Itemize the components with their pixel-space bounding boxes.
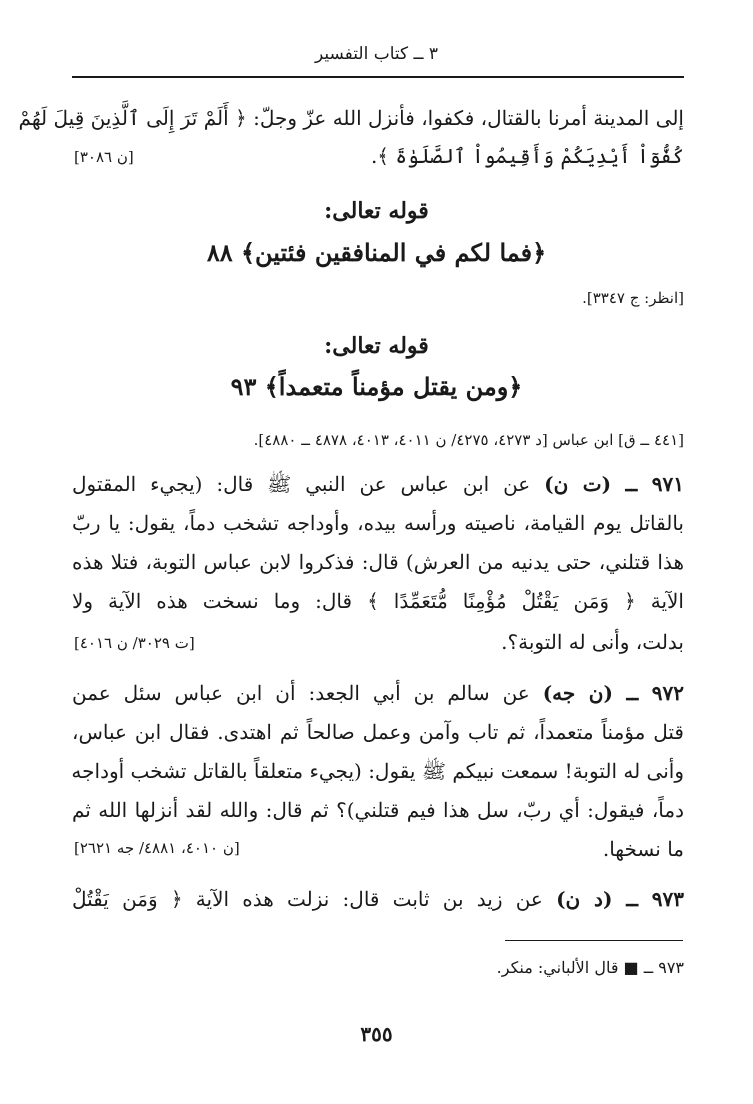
hadith-971-number: ٩٧١ ــ (ت ن) <box>544 472 684 496</box>
hadith-972-number: ٩٧٢ ــ (ن جه) <box>542 681 685 705</box>
hadith-972-line-3: وأنى له التوبة! سمعت نبيكم ﷺ يقول: (يجيء متعلقاً بالقاتل تشخب أوداجه <box>71 759 684 783</box>
section-1-reference: [انظر: ج ٣٣٤٧]. <box>582 289 684 307</box>
hadith-971-line-5: بدلت، وأنى له التوبة؟. <box>501 630 684 654</box>
hadith-972-reference: [ن ٤٠١٠، ٤٨٨١/ جه ٢٦٢١] <box>74 839 240 857</box>
footnote-rule <box>505 940 683 941</box>
section-2-label: قوله تعالى: <box>324 333 429 359</box>
header-rule <box>72 76 684 78</box>
hadith-971-line-2: بالقاتل يوم القيامة، ناصيته ورأسه بيده، وأوداجه تشخب دماً، يقول: يا ربّ <box>72 511 684 535</box>
section-1-label: قوله تعالى: <box>324 198 429 224</box>
hadith-971-reference: [ت ٣٠٢٩/ ن ٤٠١٦] <box>74 634 195 652</box>
section-2-verse: ﴿ومن يقتل مؤمناً متعمداً﴾ ٩٣ <box>230 372 523 401</box>
hadith-973-number: ٩٧٣ ــ (د ن) <box>556 887 684 911</box>
hadith-973-text-1: عن زيد بن ثابت قال: نزلت هذه الآية ﴿ وَمَن يَقْتُلْ <box>72 887 543 911</box>
hadith-972-line-5: ما نسخها. <box>602 837 684 861</box>
intro-reference: [ن ٣٠٨٦] <box>74 148 134 166</box>
section-2-reference: [٤٤١ ــ ق] ابن عباس [د ٤٢٧٣، ٤٢٧٥/ ن ٤٠١١، ٤٠١٣، ٤٨٧٨ ــ ٤٨٨٠]. <box>253 431 684 449</box>
running-header: ٣ ــ كتاب التفسير <box>314 44 439 64</box>
hadith-972-line-4: دماً، فيقول: أي ربّ، سل هذا فيم قتلني)؟ ثم قال: والله لقد أنزلها الله ثم <box>72 798 684 822</box>
footnote-text: ٩٧٣ ــ ■ قال الألباني: منكر. <box>496 958 684 977</box>
hadith-971-text-1: عن ابن عباس عن النبي ﷺ قال: (يجيء المقتول <box>72 472 531 496</box>
hadith-972-line-1 <box>72 678 684 708</box>
section-1-verse: ﴿فما لكم في المنافقين فئتين﴾ ٨٨ <box>206 238 547 267</box>
hadith-972-text-1: عن سالم بن أبي الجعد: أن ابن عباس سئل عمن <box>72 681 530 705</box>
hadith-971-line-1 <box>72 469 684 499</box>
hadith-971-line-3: هذا قتلني، حتى يدنيه من العرش) قال: فذكروا لابن عباس التوبة، فتلا هذه <box>72 550 684 574</box>
hadith-971-line-4: الآية ﴿ وَمَن يَقْتُلْ مُؤْمِنًا مُّتَعَمِّدًا ﴾ قال: وما نسخت هذه الآية ولا <box>72 589 684 613</box>
page-number: ٣٥٥ <box>360 1022 393 1046</box>
hadith-973-line-1 <box>72 884 684 914</box>
intro-line-2: كُفُّوٓاْ أَيْدِيَكُمْ وَأَقِيمُواْ ٱلصَّلَوٰةَ ﴾. <box>370 144 684 168</box>
intro-line-1: إلى المدينة أمرنا بالقتال، فكفوا، فأنزل الله عزّ وجلّ: ﴿ أَلَمْ تَرَ إِلَى ٱلَّذِينَ قِيلَ لَهُمْ <box>18 106 684 130</box>
hadith-972-line-2: قتل مؤمناً متعمداً، ثم تاب وآمن وعمل صالحاً ثم اهتدى. فقال ابن عباس، <box>72 720 684 744</box>
